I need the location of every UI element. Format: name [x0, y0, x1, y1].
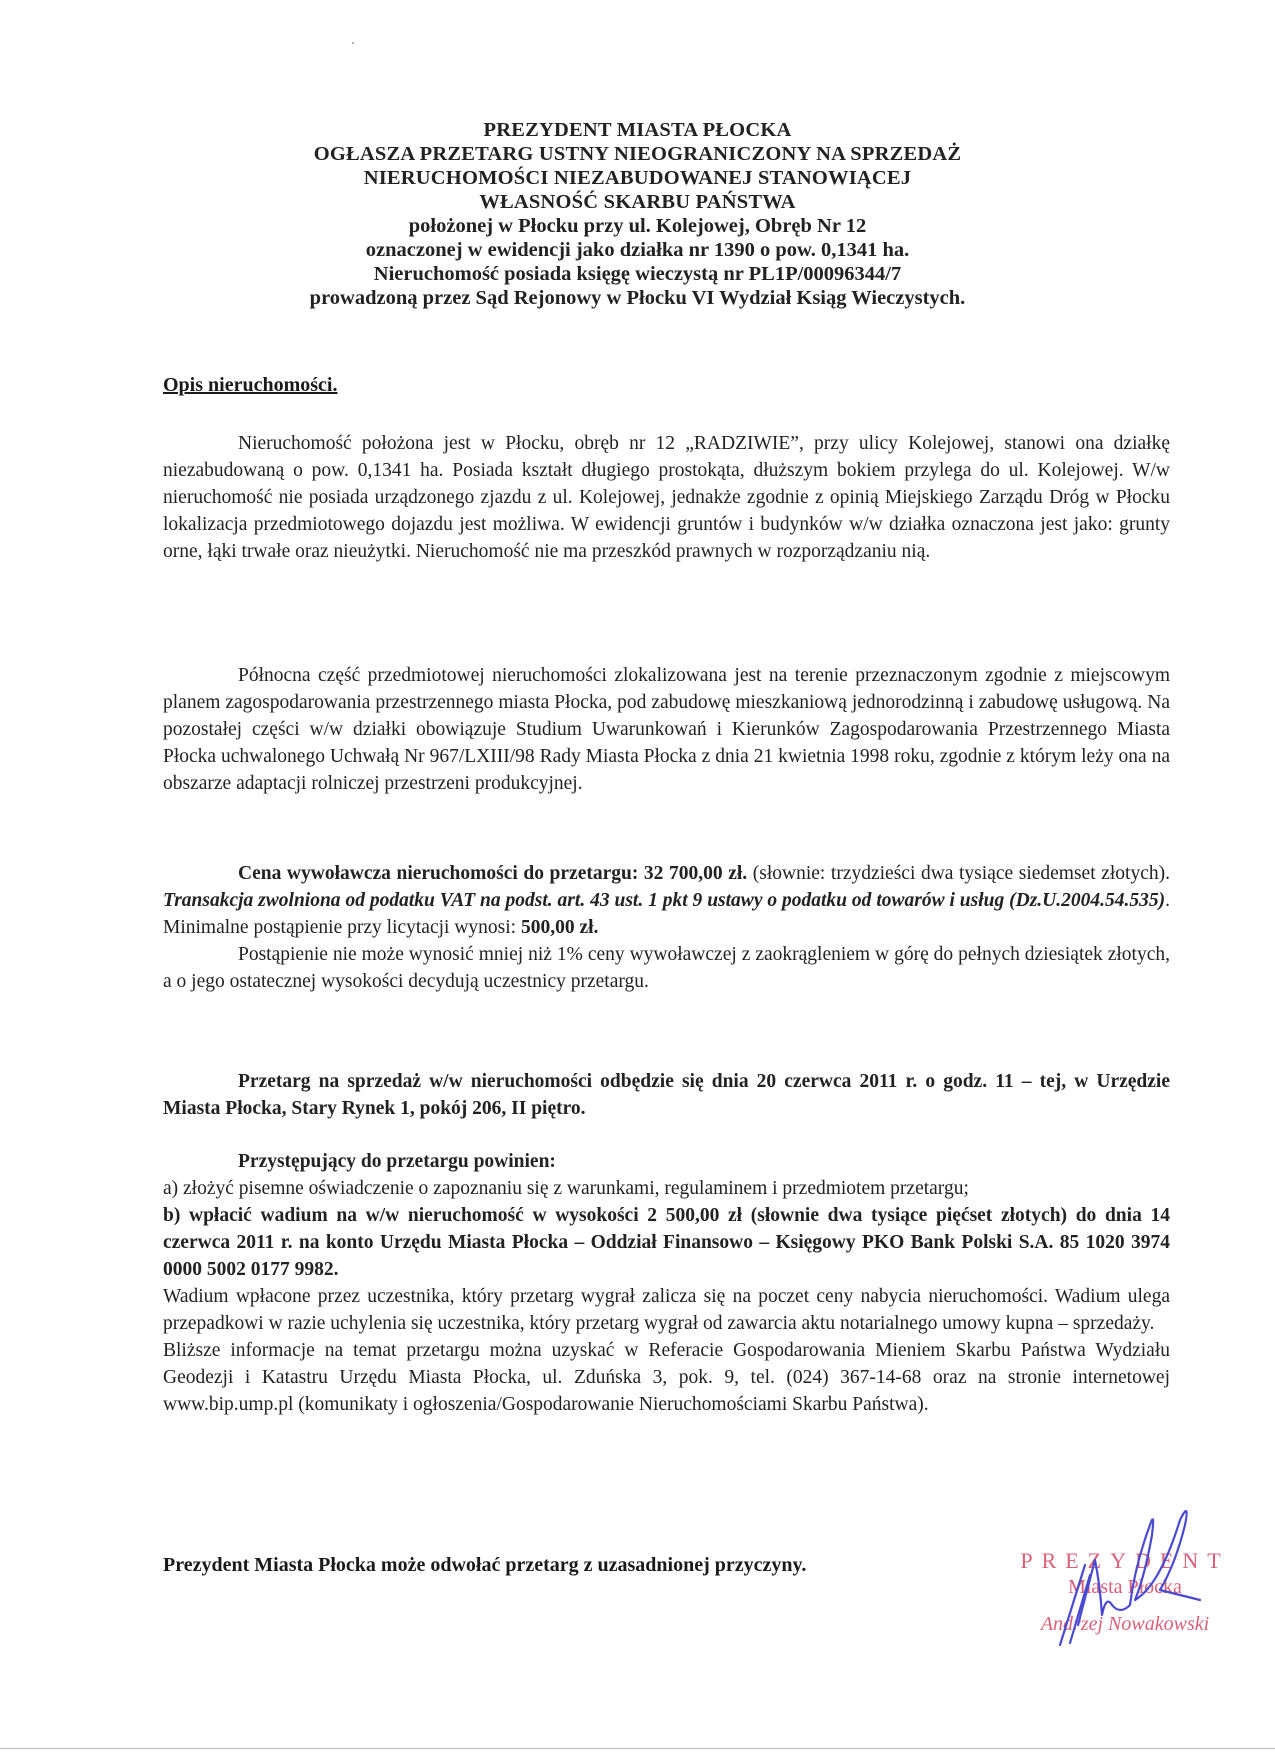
paragraph-1: Nieruchomość położona jest w Płocku, obręb nr 12 „RADZIWIE”, przy ulicy Kolejowej, stanowi ona działkę niezabudowaną o pow. 0,1341 ha. Posiada kształt długiego prostokąta, dłuższym bokiem przylega do ul. Kolejowej. W/w nieruchomość nie posiada urządzonego zjazdu z ul. Kolejowej, jednakże zgodnie z opinią Miejskiego Zarządu Dróg w Płocku lokalizacja przedmiotowego dojazdu jest możliwa. W ewidencji gruntów i budynków w/w działka oznaczona jest jako: grunty orne, łąki trwałe oraz nieużytki. Nieruchomość nie ma przeszkód prawnych w rozporządzaniu nią.	[163, 433, 1170, 562]
header-line-8: prowadzoną przez Sąd Rejonowy w Płocku VI Wydział Ksiąg Wieczystych.	[309, 287, 966, 309]
requirements-title: Przystępujący do przetargu powinien:	[238, 1151, 556, 1172]
paragraph-price	[163, 860, 1170, 995]
paragraph-auction-date	[163, 1068, 1170, 1122]
header-line-1: PREZYDENT MIASTA PŁOCKA	[483, 119, 792, 141]
document-header	[200, 118, 1075, 310]
header-line-4: WŁASNOŚĆ SKARBU PAŃSTWA	[479, 191, 796, 213]
header-line-7: Nieruchomość posiada księgę wieczystą nr PL1P/00096344/7	[373, 263, 902, 285]
paragraph-description	[163, 430, 1170, 565]
paragraph-contact-info: Bliższe informacje na temat przetargu można uzyskać w Referacie Gospodarowania Mieniem Skarbu Państwa Wydziału Geodezji i Katastru Urzędu Miasta Płocka, ul. Zduńska 3, pok. 9, tel. (024) 367-14-68 oraz na stronie internetowej www.bip.ump.pl (komunikaty i ogłoszenia/Gospodarowanie Nieruchomościami Skarbu Państwa).	[163, 1340, 1170, 1415]
header-line-2: OGŁASZA PRZETARG USTNY NIEOGRANICZONY NA SPRZEDAŻ	[313, 143, 962, 165]
vat-exemption-note: Transakcja zwolniona od podatku VAT na podst. art. 43 ust. 1 pkt 9 ustawy o podatku od towarów i usług (Dz.U.2004.54.535)	[163, 890, 1166, 911]
stamp-city: Miasta Płocka	[1068, 1576, 1182, 1598]
paragraph-5: Przetarg na sprzedaż w/w nieruchomości odbędzie się dnia 20 czerwca 2011 r. o godz. 11 – tej, w Urzędzie Miasta Płocka, Stary Rynek 1, pokój 206, II piętro.	[163, 1071, 1170, 1119]
closing-statement: Prezydent Miasta Płocka może odwołać przetarg z uzasadnionej przyczyny.	[163, 1554, 807, 1576]
header-line-5: położonej w Płocku przy ul. Kolejowej, Obręb Nr 12	[408, 215, 867, 237]
starting-price: Cena wywoławcza nieruchomości do przetargu: 32 700,00 zł.	[238, 863, 748, 884]
header-line-3: NIERUCHOMOŚCI NIEZABUDOWANEJ STANOWIĄCEJ	[363, 167, 912, 189]
paragraph-requirements	[163, 1148, 1170, 1418]
stamp-name: Andrzej Nowakowski	[1040, 1613, 1210, 1635]
scan-speck	[352, 42, 354, 44]
paragraph-deposit: Wadium wpłacone przez uczestnika, który przetarg wygrał zalicza się na poczet ceny nabycia nieruchomości. Wadium ulega przepadkowi w razie uchylenia się uczestnika, który przetarg wygrał od zawarcia aktu notarialnego umowy kupna – sprzedaży.	[163, 1286, 1170, 1334]
minimum-increment-label: . Minimalne postąpienie przy licytacji wynosi:	[163, 890, 1170, 938]
scan-edge	[0, 1748, 1275, 1749]
paragraph-3	[163, 860, 1170, 941]
handwritten-signature-icon	[1040, 1505, 1240, 1655]
price-in-words: (słownie: trzydzieści dwa tysiące siedemset złotych).	[747, 863, 1170, 884]
stamp-title: PREZYDENT	[1020, 1548, 1230, 1573]
requirement-a: a) złożyć pisemne oświadczenie o zapoznaniu się z warunkami, regulaminem i przedmiotem przetargu;	[163, 1178, 969, 1199]
paragraph-zoning	[163, 662, 1170, 797]
paragraph-4: Postąpienie nie może wynosić mniej niż 1% ceny wywoławczej z zaokrągleniem w górę do pełnych dziesiątek złotych, a o jego ostatecznej wysokości decydują uczestnicy przetargu.	[163, 944, 1170, 992]
minimum-increment-value: 500,00 zł.	[520, 917, 599, 938]
paragraph-2: Północna część przedmiotowej nieruchomości zlokalizowana jest na terenie przeznaczonym zgodnie z miejscowym planem zagospodarowania przestrzennego miasta Płocka, pod zabudowę mieszkaniową jednorodzinną i zabudowę usługową. Na pozostałej części w/w działki obowiązuje Studium Uwarunkowań i Kierunków Zagospodarowania Przestrzennego Miasta Płocka uchwalonego Uchwałą Nr 967/LXIII/98 Rady Miasta Płocka z dnia 21 kwietnia 1998 roku, zgodnie z którym leży ona na obszarze adaptacji rolniczej przestrzeni produkcyjnej.	[163, 665, 1170, 794]
section-title: Opis nieruchomości.	[163, 374, 338, 396]
requirement-b: b) wpłacić wadium na w/w nieruchomość w wysokości 2 500,00 zł (słownie dwa tysiące pięćset złotych) do dnia 14 czerwca 2011 r. na konto Urzędu Miasta Płocka – Oddział Finansowo – Księgowy PKO Bank Polski S.A. 85 1020 3974 0000 5002 0177 9982.	[163, 1205, 1170, 1280]
header-line-6: oznaczonej w ewidencji jako działka nr 1390 o pow. 0,1341 ha.	[365, 239, 910, 261]
